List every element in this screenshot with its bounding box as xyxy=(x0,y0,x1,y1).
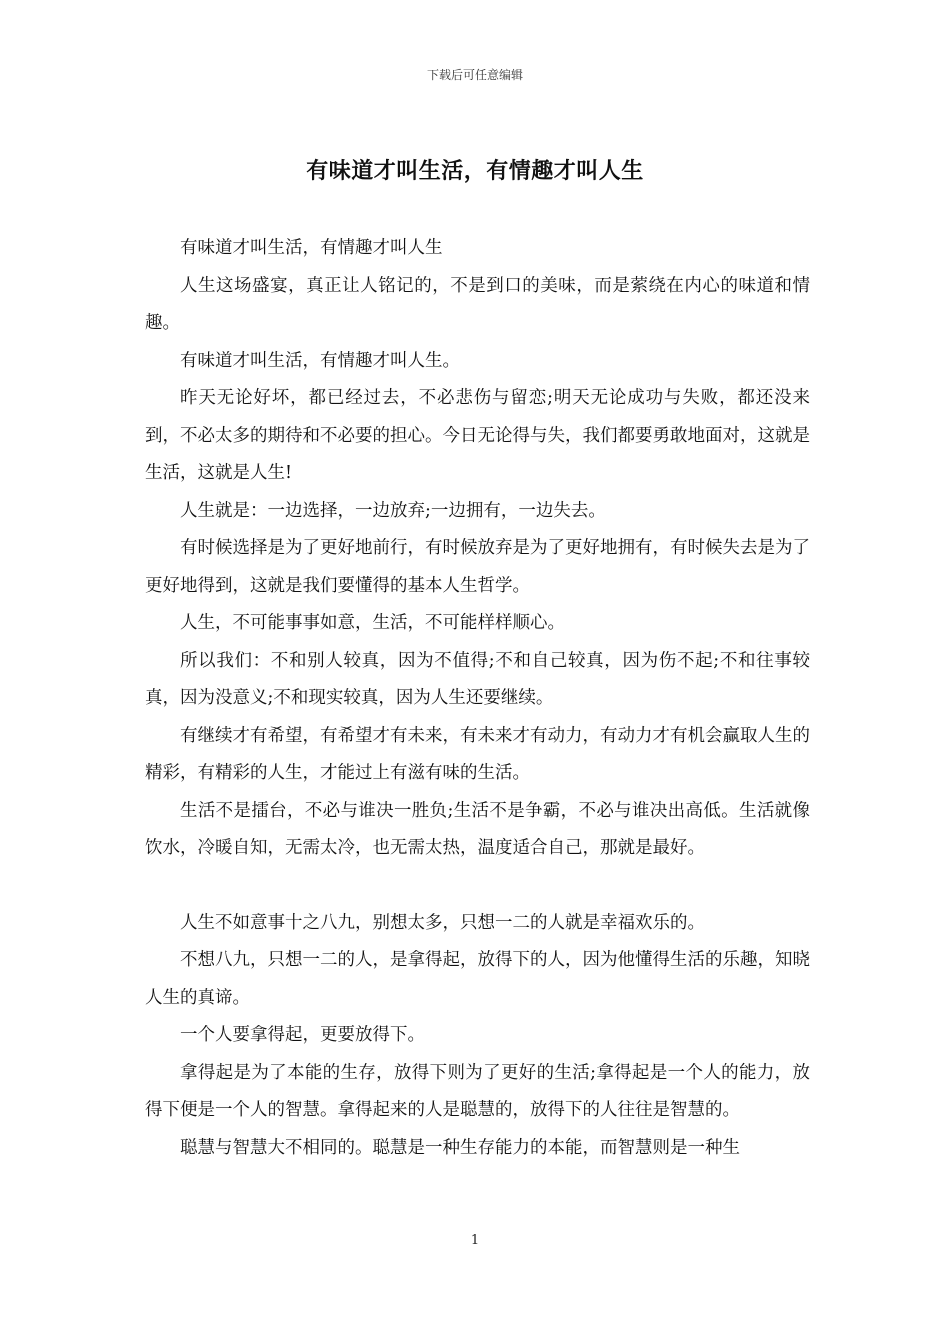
paragraph: 人生这场盛宴，真正让人铭记的，不是到口的美味，而是萦绕在内心的味道和情趣。 xyxy=(145,275,810,333)
paragraph: 一个人要拿得起，更要放得下。 xyxy=(180,1025,425,1045)
paragraph: 生活不是擂台，不必与谁决一胜负;生活不是争霸，不必与谁决出高低。生活就像饮水，冷暖自知，无需太冷，也无需太热，温度适合自己，那就是最好。 xyxy=(145,800,810,858)
paragraph: 拿得起是为了本能的生存，放得下则为了更好的生活;拿得起是一个人的能力，放得下便是一个人的智慧。拿得起来的人是聪慧的，放得下的人往往是智慧的。 xyxy=(145,1062,810,1120)
paragraph: 不想八九，只想一二的人，是拿得起，放得下的人，因为他懂得生活的乐趣，知晓人生的真谛。 xyxy=(145,950,810,1008)
body-text xyxy=(145,230,810,1167)
paragraph: 有时候选择是为了更好地前行，有时候放弃是为了更好地拥有，有时候失去是为了更好地得到，这就是我们要懂得的基本人生哲学。 xyxy=(145,538,810,596)
document-title: 有味道才叫生活，有情趣才叫人生 xyxy=(306,158,644,184)
paragraph: 昨天无论好坏，都已经过去，不必悲伤与留恋;明天无论成功与失败，都还没来到，不必太多的期待和不必要的担心。今日无论得与失，我们都要勇敢地面对，这就是生活，这就是人生! xyxy=(145,388,810,483)
paragraph: 有味道才叫生活，有情趣才叫人生 xyxy=(180,238,443,258)
paragraph: 人生不如意事十之八九，别想太多，只想一二的人就是幸福欢乐的。 xyxy=(180,912,705,933)
paragraph: 人生就是：一边选择，一边放弃;一边拥有，一边失去。 xyxy=(180,500,606,521)
header-note: 下载后可任意编辑 xyxy=(426,68,523,82)
paragraph: 所以我们：不和别人较真，因为不值得;不和自己较真，因为伤不起;不和往事较真，因为没意义;不和现实较真，因为人生还要继续。 xyxy=(145,650,810,708)
paragraph: 人生，不可能事事如意，生活，不可能样样顺心。 xyxy=(180,613,565,633)
paragraph: 有味道才叫生活，有情趣才叫人生。 xyxy=(180,350,460,371)
paragraph: 有继续才有希望，有希望才有未来，有未来才有动力，有动力才有机会赢取人生的精彩，有精彩的人生，才能过上有滋有味的生活。 xyxy=(145,725,810,783)
paragraph: 聪慧与智慧大不相同的。聪慧是一种生存能力的本能，而智慧则是一种生 xyxy=(180,1137,740,1158)
page-number: 1 xyxy=(470,1233,480,1248)
